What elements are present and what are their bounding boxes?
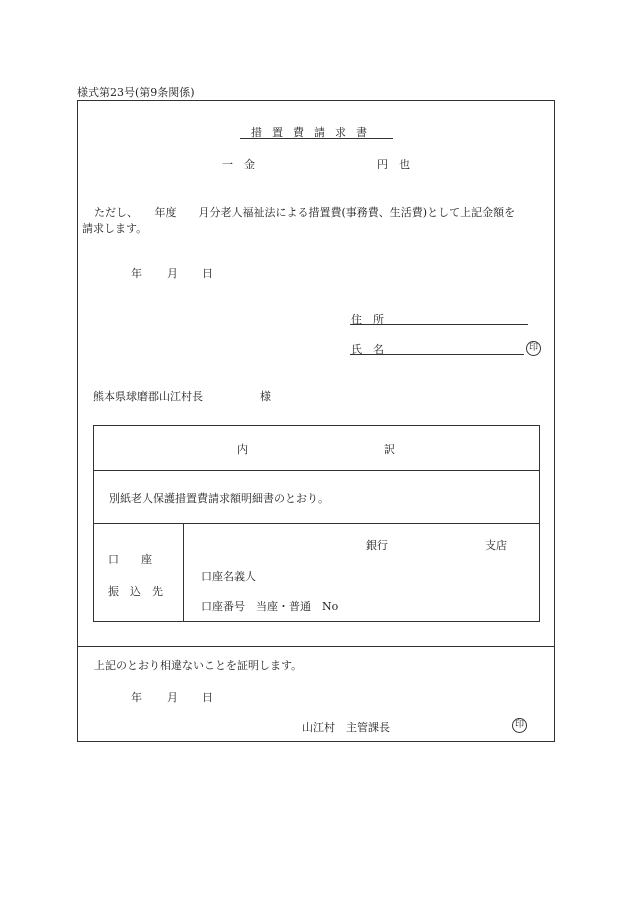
certification-month: 月 — [167, 691, 178, 704]
table-divider-1 — [93, 470, 540, 471]
form-title: 措置費請求書 — [251, 126, 377, 139]
applicant-seal-icon: 印 — [526, 341, 541, 356]
amount-prefix: 一 金 — [222, 158, 255, 171]
name-label: 氏 名 — [351, 343, 384, 356]
table-divider-vertical — [183, 523, 184, 622]
form-number: 様式第23号(第9条関係) — [77, 86, 195, 99]
addressee-name: 熊本県球磨郡山江村長 — [93, 390, 203, 403]
certification-divider — [77, 646, 555, 647]
amount-suffix: 円 也 — [377, 158, 410, 171]
body-text-line2: 請求します。 — [82, 222, 148, 235]
certification-seal-icon: 印 — [512, 718, 527, 733]
breakdown-header-left: 内 — [237, 443, 248, 456]
certification-year: 年 — [131, 691, 142, 704]
body-text-line1: ただし、 年度 月分老人福祉法による措置費(事務費、生活費)として上記金額を — [94, 206, 516, 219]
account-holder-label: 口座名義人 — [201, 570, 256, 583]
date-day: 日 — [202, 267, 213, 280]
certification-day: 日 — [202, 691, 213, 704]
breakdown-content: 別紙老人保護措置費請求額明細書のとおり。 — [109, 492, 329, 505]
date-year: 年 — [131, 267, 142, 280]
name-line — [350, 354, 524, 355]
certification-text: 上記のとおり相違ないことを証明します。 — [94, 659, 303, 672]
addressee-honorific: 様 — [260, 390, 271, 403]
branch-label: 支店 — [485, 539, 507, 552]
date-month: 月 — [167, 267, 178, 280]
account-label-line1: 口 座 — [108, 553, 152, 566]
address-label: 住 所 — [351, 313, 384, 326]
certification-signer: 山江村 主管課長 — [302, 721, 390, 734]
bank-label: 銀行 — [366, 539, 388, 552]
breakdown-header-right: 訳 — [384, 443, 395, 456]
table-divider-2 — [93, 523, 540, 524]
account-label-line2: 振 込 先 — [108, 585, 163, 598]
address-line — [350, 324, 528, 325]
account-number-label: 口座番号 当座・普通 No — [201, 600, 339, 613]
title-underline — [240, 138, 393, 139]
